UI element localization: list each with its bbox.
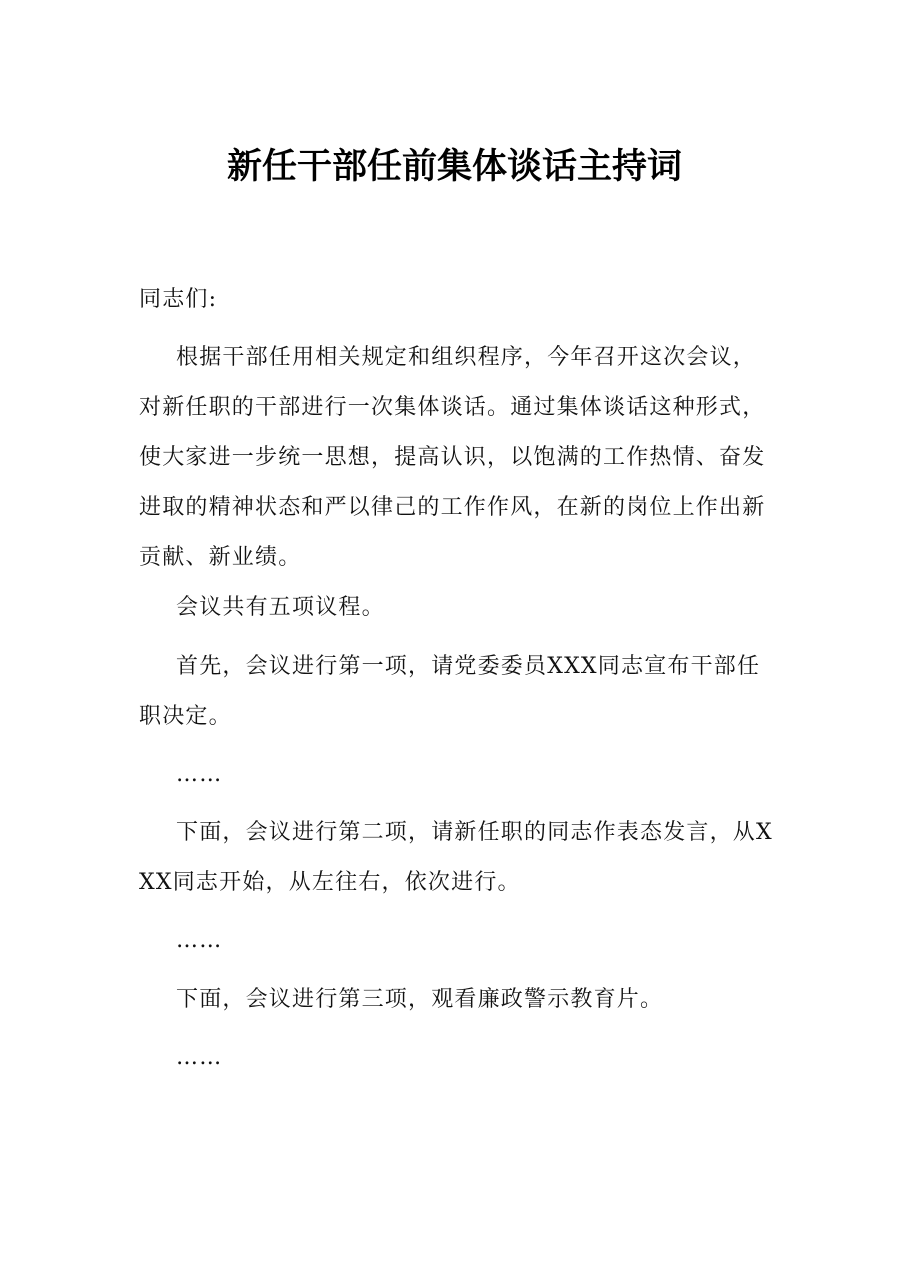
paragraph-item-one: 首先，会议进行第一项，请党委委员XXX同志宣布干部任职决定。 (139, 654, 761, 729)
paragraph-intro: 根据干部任用相关规定和组织程序，今年召开这次会议，对新任职的干部进行一次集体谈话。通过集体谈话这种形式，使大家进一步统一思想，提高认识，以饱满的工作热情、奋发进取的精神状态和严以律己的工作作风，在新的岗位上作出新贡献、新业绩。 (139, 345, 766, 570)
paragraph-agenda-count: 会议共有五项议程。 (176, 595, 385, 620)
paragraph-item-three: 下面，会议进行第三项，观看廉政警示教育片。 (176, 987, 664, 1012)
ellipsis-3: …… (176, 1045, 223, 1070)
paragraph-item-two: 下面，会议进行第二项，请新任职的同志作表态发言，从XXX同志开始，从左往右，依次进行。 (139, 820, 773, 895)
ellipsis-1: …… (176, 762, 223, 787)
document-title: 新任干部任前集体谈话主持词 (226, 146, 682, 187)
ellipsis-2: …… (176, 928, 223, 953)
salutation: 同志们: (139, 287, 218, 312)
